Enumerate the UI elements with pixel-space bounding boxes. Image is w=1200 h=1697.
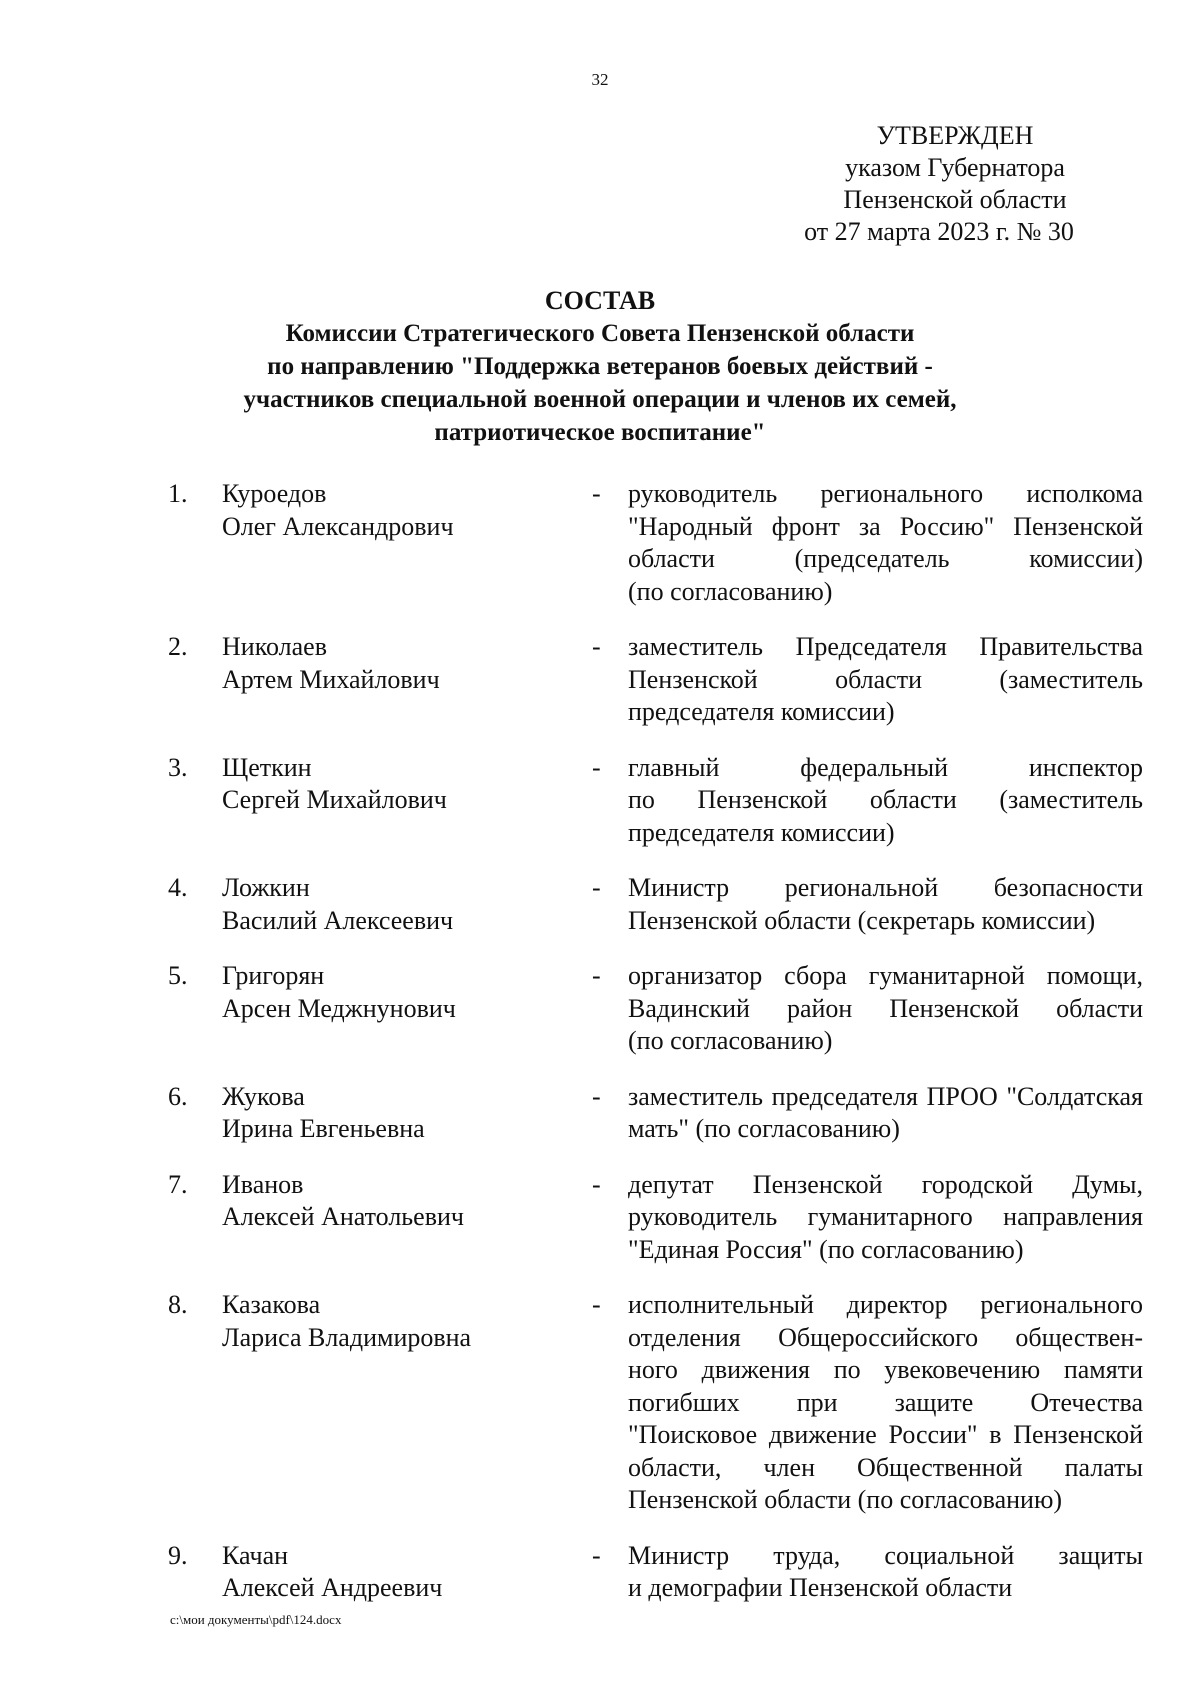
approval-line-decree: указом Губернатора	[845, 153, 1065, 182]
member-given-names: Алексей Андреевич	[222, 1573, 443, 1602]
member-role-line: организатор сбора гуманитарной помощи,	[628, 961, 1143, 990]
member-role	[628, 1289, 1143, 1517]
member-dash: -	[592, 873, 601, 902]
member-surname: Куроедов	[222, 479, 327, 508]
member-number: 8.	[168, 1290, 188, 1319]
member-number: 5.	[168, 961, 188, 990]
member-role-line: "Единая Россия" (по согласованию)	[628, 1234, 1024, 1264]
member-role-line: Министр региональной безопасности	[628, 873, 1143, 902]
member-number: 6.	[168, 1081, 188, 1111]
member-item	[0, 960, 1200, 1058]
member-surname: Качан	[222, 1540, 289, 1570]
member-given-names: Олег Александрович	[222, 511, 454, 541]
member-role	[628, 872, 1143, 937]
member-role-line: ного движения по увековечению памяти	[628, 1355, 1143, 1384]
member-surname: Ложкин	[222, 873, 310, 902]
member-role-line: мать" (по согласованию)	[628, 1114, 900, 1143]
member-item	[0, 1540, 1200, 1605]
member-given-names: Лариса Владимировна	[222, 1322, 472, 1352]
heading-line-2: по направлению "Поддержка ветеранов боевых действий -	[267, 353, 933, 380]
member-role-line: отделения Общероссийского обществен-	[628, 1322, 1143, 1352]
member-surname: Николаев	[222, 632, 327, 661]
member-role-line: Пензенской области (заместитель	[628, 664, 1143, 694]
member-dash: -	[592, 1169, 601, 1199]
member-role	[628, 1169, 1143, 1267]
member-role-line: Пензенской области (по согласованию)	[628, 1485, 1063, 1514]
member-role	[628, 1540, 1143, 1605]
member-item	[0, 478, 1200, 608]
approval-line-approved: УТВЕРЖДЕН	[876, 121, 1034, 150]
member-item	[0, 1169, 1200, 1267]
member-number: 3.	[168, 752, 188, 782]
page-number: 32	[591, 70, 609, 89]
member-role-line: Министр труда, социальной защиты	[628, 1540, 1143, 1570]
member-item	[0, 872, 1200, 937]
member-role	[628, 1081, 1143, 1146]
member-given-names: Алексей Анатольевич	[222, 1202, 464, 1231]
member-item	[0, 631, 1200, 729]
heading-line-4: патриотическое воспитание"	[434, 419, 766, 446]
member-number: 9.	[168, 1540, 188, 1570]
member-role-line: и демографии Пензенской области	[628, 1573, 1013, 1602]
member-role-line: заместитель председателя ПРОО "Солдатская	[628, 1081, 1143, 1111]
member-dash: -	[592, 752, 601, 782]
member-given-names: Сергей Михайлович	[222, 785, 447, 814]
member-item	[0, 1081, 1200, 1146]
member-number: 7.	[168, 1169, 188, 1199]
member-role-line: (по согласованию)	[628, 1026, 833, 1055]
member-role-line: заместитель Председателя Правительства	[628, 632, 1143, 661]
member-given-names: Василий Алексеевич	[222, 905, 454, 935]
member-role-line: руководитель гуманитарного направления	[628, 1202, 1143, 1231]
member-number: 2.	[168, 632, 188, 661]
member-dash: -	[592, 479, 601, 508]
members-list	[0, 478, 1200, 1605]
member-role-line: руководитель регионального исполкома	[628, 479, 1143, 508]
member-dash: -	[592, 1290, 601, 1319]
member-dash: -	[592, 961, 601, 990]
member-role-line: погибших при защите Отечества	[628, 1387, 1143, 1417]
document-heading	[100, 284, 1100, 449]
member-role	[628, 478, 1143, 608]
member-role-line: Пензенской области (секретарь комиссии)	[628, 905, 1096, 935]
footer-file-path: c:\мои документы\pdf\124.docx	[170, 1612, 342, 1627]
approval-line-region: Пензенской области	[843, 185, 1067, 214]
member-role-line: (по согласованию)	[628, 576, 833, 606]
member-dash: -	[592, 1081, 601, 1111]
member-role	[628, 752, 1143, 850]
member-surname: Иванов	[222, 1169, 304, 1199]
member-role-line: главный федеральный инспектор	[628, 752, 1143, 782]
member-given-names: Артем Михайлович	[222, 664, 440, 694]
member-role-line: "Народный фронт за Россию" Пензенской	[628, 511, 1143, 541]
member-number: 1.	[168, 479, 188, 508]
member-role	[628, 960, 1143, 1058]
member-role-line: Вадинский район Пензенской области	[628, 993, 1143, 1023]
approval-block	[795, 120, 1115, 248]
member-role-line: области (председатель комиссии)	[628, 544, 1143, 573]
member-role-line: области, член Общественной палаты	[628, 1452, 1143, 1482]
member-role-line: исполнительный директор регионального	[628, 1290, 1143, 1319]
member-surname: Григорян	[222, 961, 325, 990]
member-dash: -	[592, 632, 601, 661]
member-item	[0, 752, 1200, 850]
heading-line-3: участников специальной военной операции и членов их семей,	[243, 386, 957, 413]
member-role	[628, 631, 1143, 729]
member-surname: Казакова	[222, 1290, 321, 1319]
member-given-names: Ирина Евгеньевна	[222, 1114, 425, 1143]
member-given-names: Арсен Меджнунович	[222, 993, 456, 1023]
member-dash: -	[592, 1540, 601, 1570]
member-role-line: председателя комиссии)	[628, 697, 895, 726]
document-title: СОСТАВ	[544, 286, 656, 315]
member-role-line: депутат Пензенской городской Думы,	[628, 1169, 1143, 1199]
member-role-line: председателя комиссии)	[628, 817, 895, 847]
heading-line-1: Комиссии Стратегического Совета Пензенской области	[285, 320, 915, 347]
member-surname: Жукова	[222, 1081, 305, 1111]
member-role-line: по Пензенской области (заместитель	[628, 785, 1143, 814]
member-number: 4.	[168, 873, 188, 902]
approval-line-date: от 27 марта 2023 г. № 30	[804, 217, 1074, 246]
member-surname: Щеткин	[222, 752, 312, 782]
member-role-line: "Поисковое движение России" в Пензенской	[628, 1420, 1143, 1449]
member-item	[0, 1289, 1200, 1517]
